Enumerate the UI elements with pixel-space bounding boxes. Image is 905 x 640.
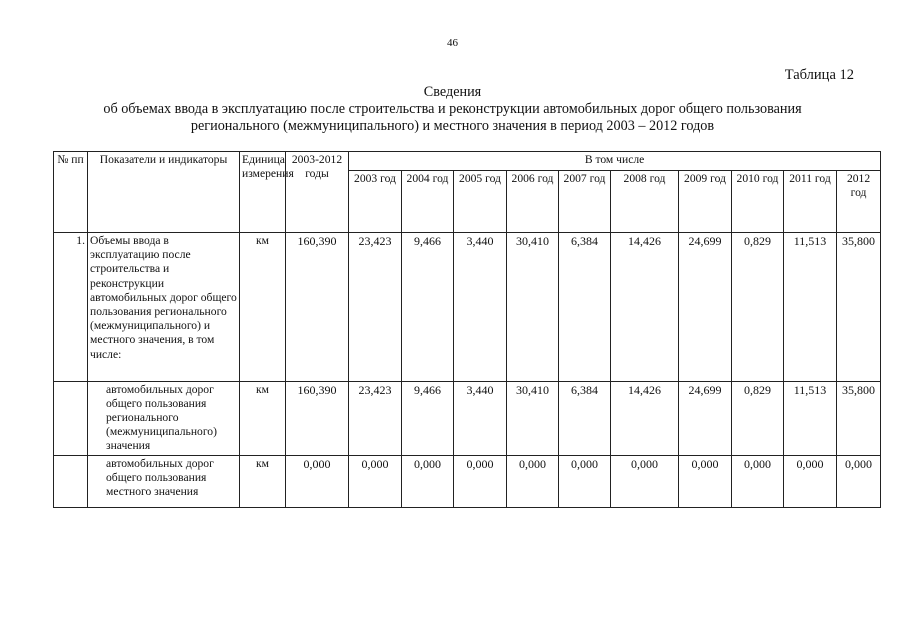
header-year: 2005 год: [454, 170, 507, 232]
header-year: 2007 год: [559, 170, 611, 232]
row-total: 160,390: [286, 233, 349, 382]
title-line-1: Сведения: [423, 84, 482, 100]
row-indicator: автомобильных дорог общего пользования регионального (межмуниципального) значения: [88, 381, 240, 455]
row-total: 160,390: [286, 381, 349, 455]
header-unit-text: Единица измерения: [242, 153, 294, 180]
header-indicator: [88, 152, 240, 233]
table-row: [54, 381, 881, 455]
row-num: [54, 381, 88, 455]
table-label: Таблица 12: [784, 67, 854, 83]
row-value: 35,800: [837, 233, 881, 382]
row-value: 24,699: [679, 233, 732, 382]
header-num-text: № пп: [57, 153, 84, 166]
row-value: 0,000: [559, 455, 611, 507]
row-value: 35,800: [837, 381, 881, 455]
document-title: [0, 84, 905, 135]
row-value: 0,000: [732, 455, 784, 507]
header-year: 2012 год: [837, 170, 881, 232]
row-value: 3,440: [454, 233, 507, 382]
row-value: 24,699: [679, 381, 732, 455]
header-including: [349, 152, 881, 171]
header-num: [54, 152, 88, 233]
row-value: 23,423: [349, 381, 402, 455]
header-year: 2008 год: [611, 170, 679, 232]
row-value: 0,000: [507, 455, 559, 507]
row-value: 0,000: [454, 455, 507, 507]
header-indicator-text: Показатели и индикаторы: [99, 153, 228, 166]
row-value: 9,466: [402, 381, 454, 455]
row-indicator: Объемы ввода в эксплуатацию после строительства и реконструкции автомобильных дорог общего пользования регионального (межмуниципального) и местного значения, в том числе:: [88, 233, 240, 382]
header-year: 2004 год: [402, 170, 454, 232]
data-table: [53, 151, 881, 508]
header-year: 2003 год: [349, 170, 402, 232]
row-unit: км: [240, 455, 286, 507]
table-row: [54, 233, 881, 382]
row-unit: км: [240, 381, 286, 455]
header-year: 2011 год: [784, 170, 837, 232]
row-value: 0,000: [611, 455, 679, 507]
header-total-text: 2003-2012 годы: [291, 153, 343, 180]
row-value: 3,440: [454, 381, 507, 455]
row-value: 0,000: [349, 455, 402, 507]
header-including-text: В том числе: [584, 153, 645, 166]
row-indicator: автомобильных дорог общего пользования местного значения: [88, 455, 240, 507]
title-line-2: об объемах ввода в эксплуатацию после строительства и реконструкции автомобильных дорог общего пользования: [103, 101, 802, 117]
row-unit: км: [240, 233, 286, 382]
row-value: 0,000: [784, 455, 837, 507]
row-value: 6,384: [559, 233, 611, 382]
row-value: 6,384: [559, 381, 611, 455]
header-unit: [240, 152, 294, 233]
row-value: 30,410: [507, 381, 559, 455]
row-value: 0,000: [679, 455, 732, 507]
row-num: [54, 455, 88, 507]
row-total: 0,000: [286, 455, 349, 507]
page-number: 46: [447, 37, 458, 49]
row-value: 0,000: [402, 455, 454, 507]
row-value: 30,410: [507, 233, 559, 382]
title-line-3: регионального (межмуниципального) и местного значения в период 2003 – 2012 годов: [190, 118, 715, 134]
row-value: 14,426: [611, 381, 679, 455]
row-value: 0,829: [732, 233, 784, 382]
header-year: 2009 год: [679, 170, 732, 232]
row-value: 11,513: [784, 233, 837, 382]
row-num: 1.: [54, 233, 88, 382]
header-total: [286, 152, 349, 233]
row-value: 9,466: [402, 233, 454, 382]
row-value: 14,426: [611, 233, 679, 382]
row-value: 11,513: [784, 381, 837, 455]
header-year: 2010 год: [732, 170, 784, 232]
header-year: 2006 год: [507, 170, 559, 232]
row-value: 0,829: [732, 381, 784, 455]
row-value: 23,423: [349, 233, 402, 382]
table-row: [54, 455, 881, 507]
row-value: 0,000: [837, 455, 881, 507]
